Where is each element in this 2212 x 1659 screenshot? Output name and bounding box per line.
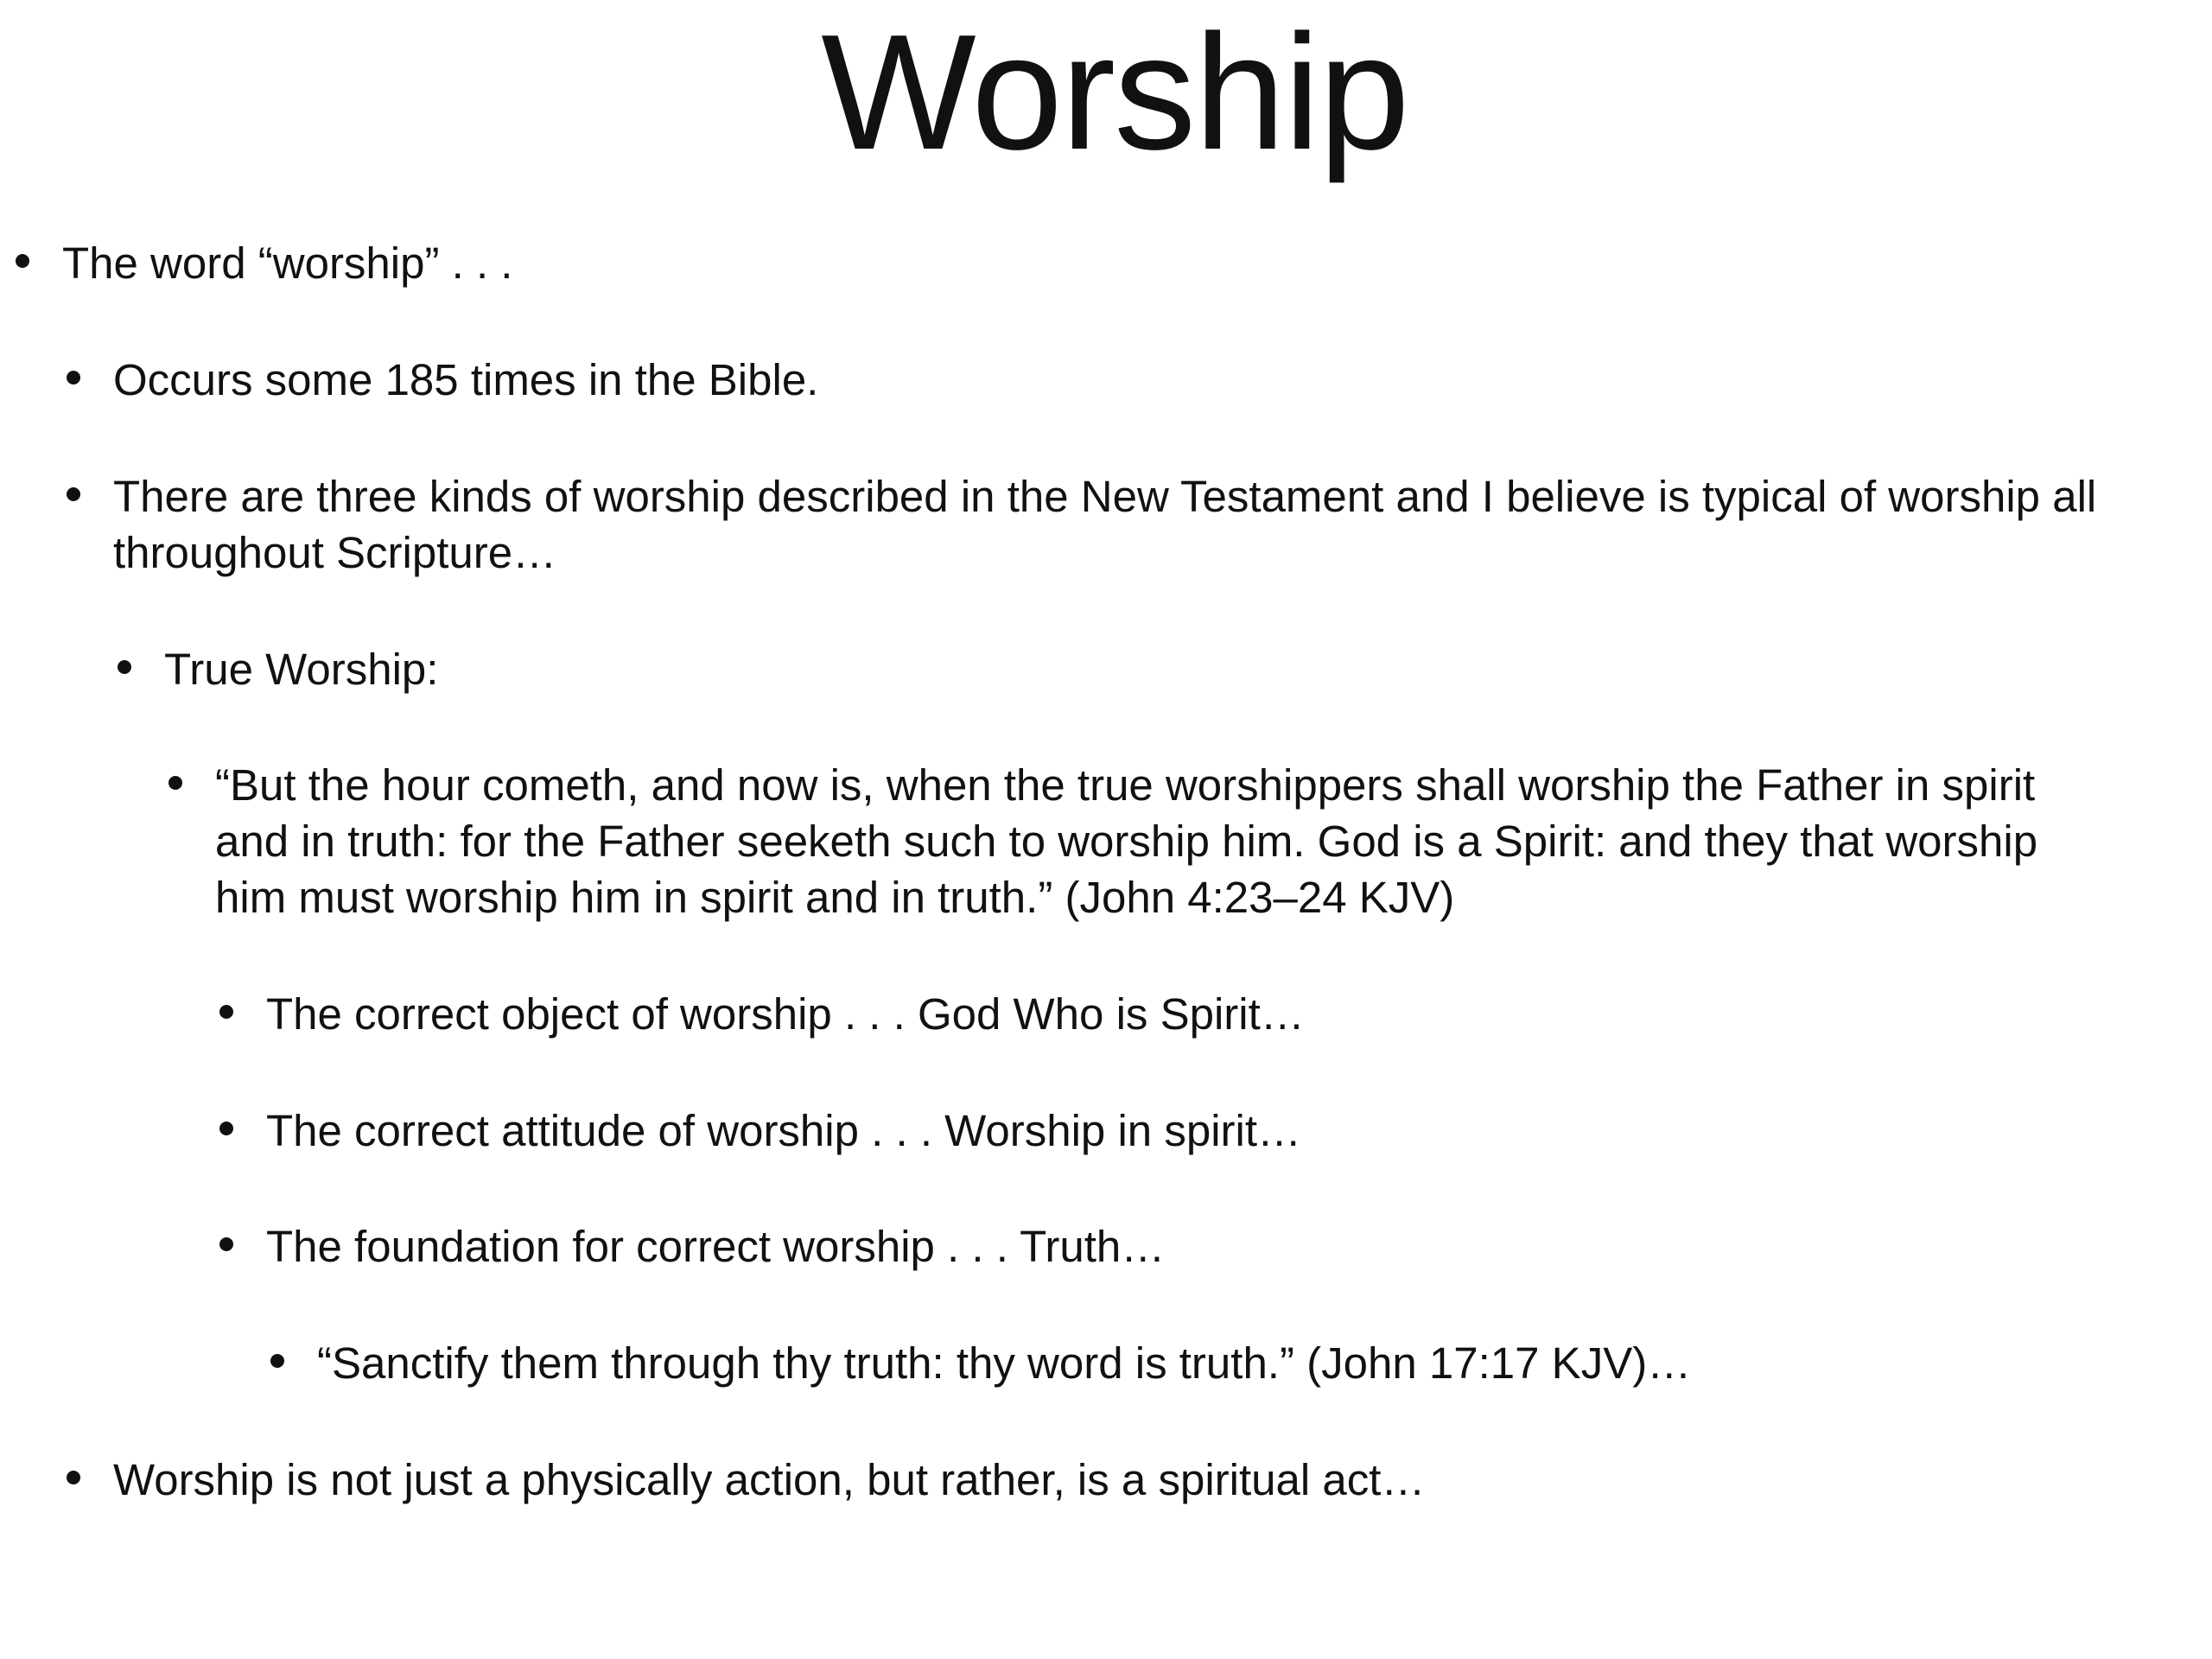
bullet-text-line: and in truth: for the Father seeketh such to worship him. God is a Spirit: and they that worship: [215, 817, 2038, 866]
bullet-item: [113, 352, 818, 408]
bullet-text-line: The correct attitude of worship . . . Worship in spirit…: [266, 1106, 1302, 1155]
bullet-dot-icon: [118, 660, 131, 674]
bullet-item: [62, 235, 512, 291]
bullet-dot-icon: [67, 1471, 80, 1484]
bullet-text-line: There are three kinds of worship described in the New Testament and I believe is typical of worship all: [113, 472, 2097, 521]
bullet-item: [215, 757, 2037, 925]
bullet-dot-icon: [219, 1237, 233, 1251]
bullet-dot-icon: [67, 371, 80, 385]
bullet-dot-icon: [270, 1354, 284, 1368]
bullet-dot-icon: [219, 1005, 233, 1019]
bullet-text-line: The correct object of worship . . . God Who is Spirit…: [266, 989, 1305, 1039]
bullet-text-line: Worship is not just a physically action, but rather, is a spiritual act…: [113, 1455, 1426, 1504]
bullet-item: [266, 986, 1305, 1042]
bullet-text-line: throughout Scripture…: [113, 528, 557, 577]
bullet-dot-icon: [168, 776, 182, 790]
bullet-text-line: “Sanctify them through thy truth: thy word is truth.” (John 17:17 KJV)…: [317, 1338, 1692, 1388]
bullet-text-line: The word “worship” . . .: [62, 238, 513, 288]
bullet-item: [266, 1218, 1165, 1274]
bullet-item: [266, 1103, 1301, 1159]
bullet-text-line: him must worship him in spirit and in truth.” (John 4:23–24 KJV): [215, 873, 1455, 922]
bullet-text-line: The foundation for correct worship . . . Truth…: [266, 1222, 1166, 1271]
bullet-dot-icon: [16, 254, 29, 268]
bullet-item: [164, 641, 438, 697]
bullet-dot-icon: [67, 487, 80, 501]
bullet-text-line: True Worship:: [164, 645, 439, 694]
bullet-text-line: “But the hour cometh, and now is, when the true worshippers shall worship the Father in spirit: [215, 760, 2036, 810]
bullet-text-line: Occurs some 185 times in the Bible.: [113, 355, 819, 404]
bullet-item: [317, 1335, 1691, 1391]
bullet-item: [113, 1452, 1425, 1508]
slide-title: Worship: [821, 1, 1408, 184]
bullet-item: [113, 468, 2096, 581]
bullet-dot-icon: [219, 1122, 233, 1135]
